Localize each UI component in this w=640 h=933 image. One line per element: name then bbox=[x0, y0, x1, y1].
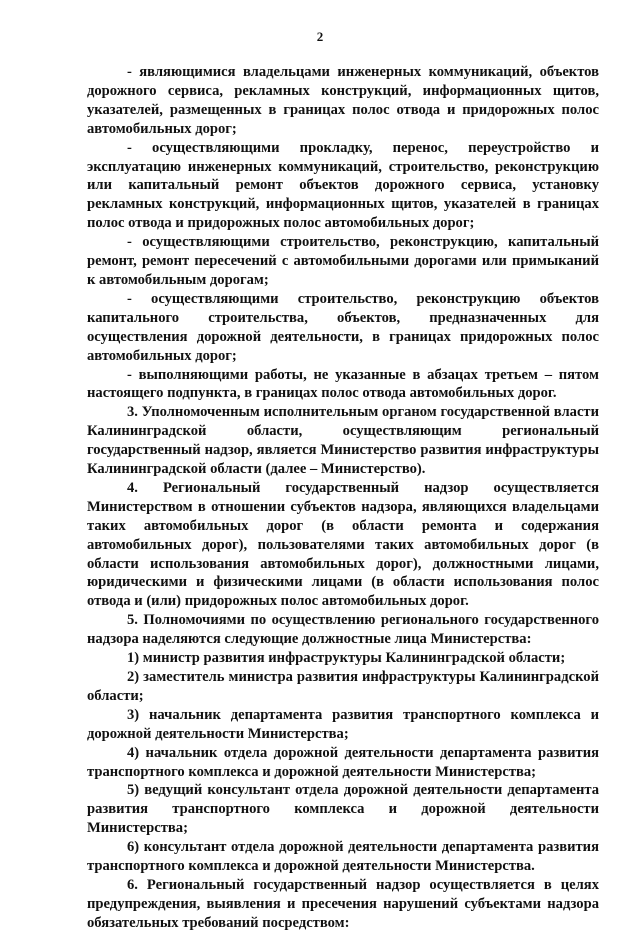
paragraph-item-6: 6. Региональный государственный надзор осуществляется в целях предупреждения, выявления и пресечения нарушений субъектами надзора обязательных требований посредством: bbox=[87, 876, 599, 931]
page-number: 2 bbox=[316, 29, 324, 44]
paragraph-construction-bullet: - осуществляющими строительство, реконструкцию, капитальный ремонт, ремонт пересечений с автомобильными дорогами или примыканий к автомобильным дорогам; bbox=[87, 234, 599, 288]
list-item-official-1: 1) министр развития инфраструктуры Калининградской области; bbox=[127, 650, 566, 667]
document-body bbox=[87, 63, 599, 933]
paragraph-works-bullet: - выполняющими работы, не указанные в абзацах третьем – пятом настоящего подпункта, в границах полос отвода автомобильных дорог. bbox=[87, 366, 599, 402]
list-item-official-3: 3) начальник департамента развития транспортного комплекса и дорожной деятельности Министерства; bbox=[87, 706, 599, 742]
paragraph-item-3: 3. Уполномоченным исполнительным органом государственной власти Калининградской области, осуществляющим региональный государственный надзор, является Министерство развития инфраструктуры Калининградской области (далее – Министерство). bbox=[87, 404, 599, 478]
paragraph-laying-bullet: - осуществляющими прокладку, перенос, переустройство и эксплуатацию инженерных коммуникаций, строительство, реконструкцию или капитальный ремонт объектов дорожного сервиса, установку рекламных конструкций, информационных щитов, указателей в границах полос отвода и придорожных полос автомобильных дорог; bbox=[87, 139, 599, 232]
list-item-official-6: 6) консультант отдела дорожной деятельности департамента развития транспортного комплекса и дорожной деятельности Министерства. bbox=[87, 839, 599, 875]
list-item-official-5: 5) ведущий консультант отдела дорожной деятельности департамента развития транспортного комплекса и дорожной деятельности Министерства; bbox=[87, 782, 599, 837]
paragraph-item-5: 5. Полномочиями по осуществлению регионального государственного надзора наделяются следующие должностные лица Министерства: bbox=[87, 612, 599, 648]
paragraph-owners-bullet: - являющимися владельцами инженерных коммуникаций, объектов дорожного сервиса, рекламных конструкций, информационных щитов, указателей, размещенных в границах полос отвода и придорожных полос автомобильных дорог; bbox=[87, 64, 599, 137]
paragraph-item-4: 4. Региональный государственный надзор осуществляется Министерством в отношении субъектов надзора, являющихся владельцами таких автомобильных дорог (в области ремонта и содержания автомобильных дорог), пользователями таких автомобильных дорог (в области использования автомобильных дорог), должностными лицами, юридическими и физическими лицами (в области использования полос отвода и (или) придорожных полос автомобильных дорог. bbox=[87, 479, 599, 610]
list-item-official-2: 2) заместитель министра развития инфраструктуры Калининградской области; bbox=[87, 669, 599, 704]
list-item-official-4: 4) начальник отдела дорожной деятельности департамента развития транспортного комплекса и дорожной деятельности Министерства; bbox=[87, 744, 599, 780]
paragraph-capital-construction-bullet: - осуществляющими строительство, реконструкцию объектов капитального строительства, объектов, предназначенных для осуществления дорожной деятельности, в границах придорожных полос автомобильных дорог; bbox=[87, 290, 599, 364]
